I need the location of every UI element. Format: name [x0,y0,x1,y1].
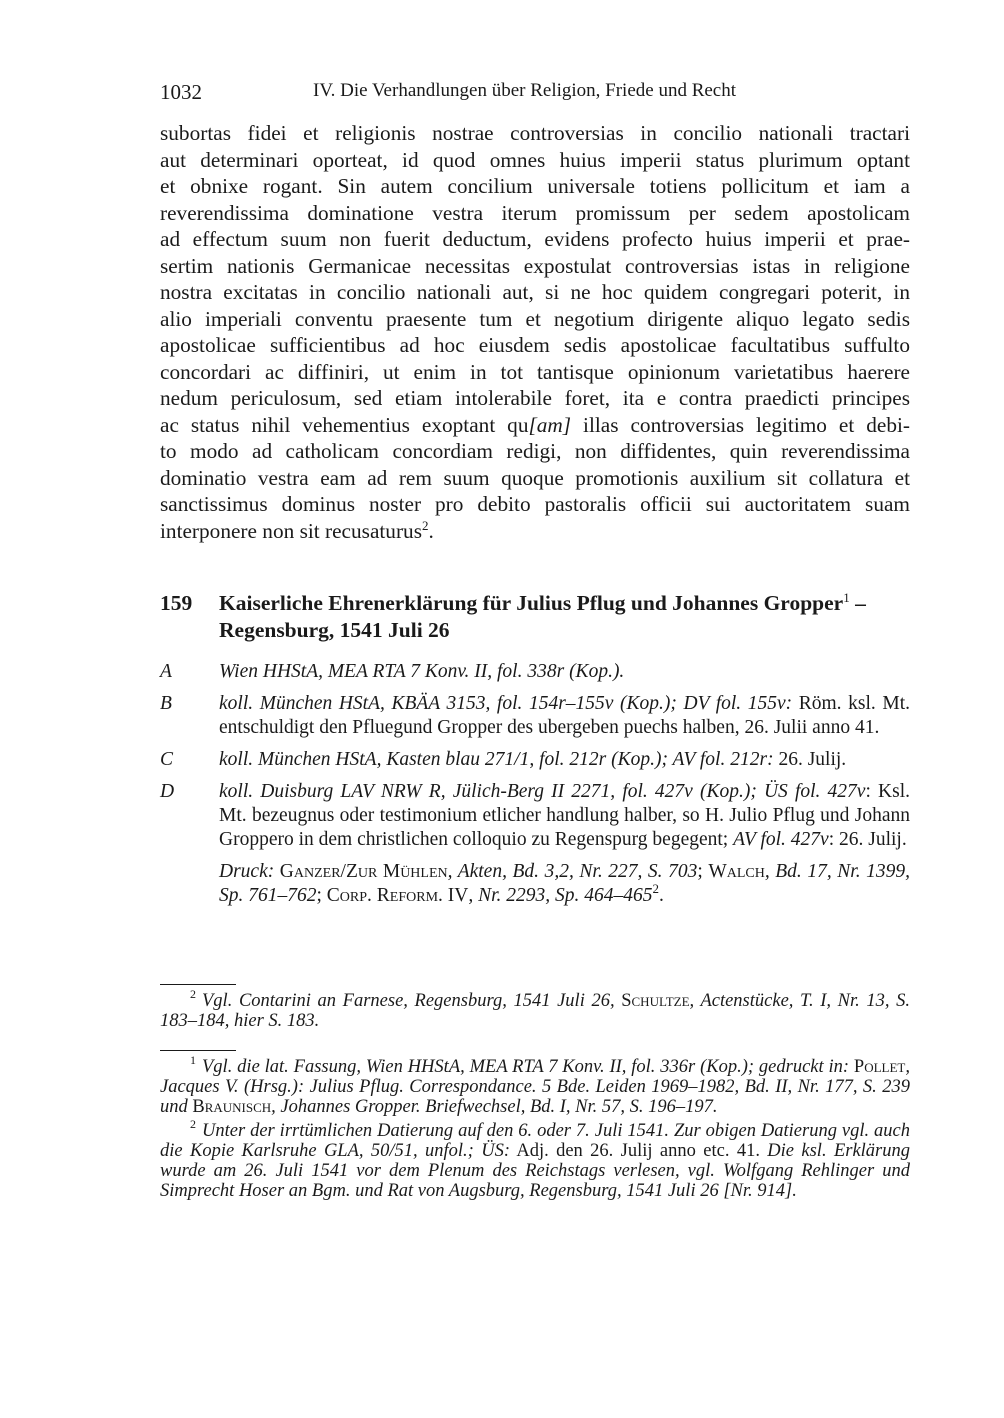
editorial-insertion: [am] [528,412,572,437]
title-dash: – [849,591,866,615]
text-line: apostolicae sufficientibus ad hoc eiusdem sedis apostolicae facultatibus suffulto [160,333,910,357]
footnote-text: Vgl. Contarini an Farnese, Regensburg, 1541 Juli 26, [202,991,622,1011]
text-segment: ac status nihil vehementius exoptant qu [160,412,529,437]
text-line: ad effectum suum non fuerit deductum, evidens profecto huius imperii et prae- [160,227,910,251]
reference: , Nr. 2293, Sp. 464–465 [468,885,653,906]
footnote-text: Unter der irrtümlichen Datierung auf den 6. oder 7. Juli 1541. Zur obigen Datierung vgl. auch die Kopie Karlsruhe GLA, 50/51, unfol.; ÜS: [160,1121,910,1161]
footnote [160,1117,910,1201]
print-references [219,860,910,908]
text-segment: illas controversias legitimo et debi- [571,412,910,437]
text-segment: interponere non sit recusaturus [160,518,422,543]
text-line: subortas fidei et religionis nostrae controversias in concilio nationali tractari [160,121,910,145]
source-archive: koll. München HStA, KBÄA 3153, fol. 154r–155v (Kop.); DV fol. 155v: [219,693,793,714]
footnote-text: Vgl. die lat. Fassung, Wien HHStA, MEA RTA 7 Konv. II, fol. 336r (Kop.); gedruckt in: [202,1057,854,1077]
footnote [160,1053,910,1117]
reference: IV [442,885,469,906]
footnote [160,987,910,1031]
source-quote: 26. Julij. [773,749,847,770]
source-description [219,692,910,740]
source-entry [160,692,910,740]
source-siglum: D [160,781,175,802]
source-entry [160,748,910,772]
footnote-number: 2 [190,1117,196,1131]
text-line: nostra excitatas in concilio nationali aut, si ne hoc quidem congregari poterit, in [160,280,910,304]
text-line: sertim nationis Germanicae necessitas expostulat controversias istas in religione [160,253,910,278]
text-line: to modo ad catholicam concordiam redigi, non diffidentes, quin reverendissima [160,439,910,463]
source-quote: : Ksl. Mt. bezeugnus oder testimonium etlicher handlung halber, so H. Julio Pflug und Johann Groppero in dem christlichen colloquio zu Regenspurg begegent; [219,781,910,850]
text-line: aut determinari oporteat, id quod omnes huius imperii status plurimum optant [160,147,910,172]
footnotes-previous-document [160,984,910,1035]
running-title: IV. Die Verhandlungen über Religion, Friede und Recht [313,80,737,101]
author-name: Ganzer/Zur Mühlen [279,861,448,882]
document-title [219,590,919,644]
running-head [160,80,910,106]
source-siglum: A [160,661,172,682]
body-text [160,120,910,544]
text-line: alio imperiali conventu praesente tum et negotium dirigente aliquo legato sedis [160,306,910,331]
reference: , Bd. 17, Nr. 1399, Sp. 761–762 [219,861,910,906]
source-quote: : 26. Julij. [828,829,907,850]
title-line: Regensburg, 1541 Juli 26 [219,618,450,642]
separator: ; [316,885,327,906]
author-name: Schultze [621,991,690,1011]
source-entry [160,780,910,852]
title-line: Kaiserliche Ehrenerklärung für Julius Pflug und Johannes Gropper [219,591,844,615]
source-archive: koll. Duisburg LAV NRW R, Jülich-Berg II 2271, fol. 427v (Kop.); ÜS fol. 427v [219,781,866,802]
footnote-ref[interactable]: 2 [652,881,660,896]
footnote-ref[interactable]: 1 [843,590,850,605]
footnote-quote: Adj. den 26. Julij anno etc. 41. [510,1141,760,1161]
footnote-text: , Jacques V. (Hrsg.): Julius Pflug. Correspondance. 5 Bde. Leiden 1969–1982, Bd. II, Nr. 177, S. 239 und [160,1057,910,1117]
text-line: sanctissimus dominus noster pro debito pastoralis officii sui auctoritatem suam [160,492,910,516]
source-siglum: C [160,749,174,770]
footnote-number: 2 [190,987,196,1001]
footnote-text: , Actenstücke, T. I, Nr. 13, S. 183–184, hier S. 183. [160,991,910,1031]
source-archive: koll. München HStA, Kasten blau 271/1, fol. 212r (Kop.); AV fol. 212r: [219,749,774,770]
source-list [160,660,910,908]
separator: . [659,885,664,906]
source-entry [160,660,910,684]
author-name: Walch [708,861,765,882]
source-description [219,780,910,852]
text-line: nedum periculosum, sed etiam intolerabile foret, ita e contra praedicti principes [160,386,910,410]
footnote-rule [160,1050,236,1051]
footnote-text: , Johannes Gropper. Briefwechsel, Bd. I, Nr. 57, S. 196–197. [271,1097,718,1117]
author-name: Pollet [853,1057,906,1077]
footnote-ref[interactable]: 2 [422,517,429,533]
druck-label: Druck: [219,861,275,882]
author-name: Braunisch [192,1097,272,1117]
text-line: et obnixe rogant. Sin autem concilium universale totiens pollicitum et iam a [160,174,910,198]
text-line: dominatio vestra eam ad rem suum quoque promotionis auxilium sit collatura et [160,465,910,490]
footnote-rule [160,984,236,985]
text-segment: . [428,518,434,543]
source-siglum: B [160,693,172,714]
text-line: concordari ac diffiniri, ut enim in tot tantisque opinionum varietatibus haerere [160,359,910,384]
footnote-number: 1 [190,1053,196,1067]
text-line [160,412,910,439]
document-number: 159 [160,591,193,615]
author-name: Corp. Reform. [326,885,443,906]
reference: , Akten, Bd. 3,2, Nr. 227, S. 703 [447,861,698,882]
source-archive: Wien HHStA, MEA RTA 7 Konv. II, fol. 338r (Kop.). [219,661,625,682]
text-line [160,518,910,545]
source-description [219,660,910,684]
page-number: 1032 [160,80,202,104]
separator: ; [697,861,709,882]
source-archive: AV fol. 427v [733,829,829,850]
footnotes-current-document [160,1050,910,1205]
source-quote: Röm. ksl. Mt. entschuldigt den Pfluegund Gropper des ubergeben puechs halben, 26. Julii anno 41. [219,693,910,738]
source-description [219,748,910,772]
text-line: reverendissima dominatione vestra iterum promissum per sedem apostolicam [160,200,910,225]
footnote-text: Die ksl. Erklärung wurde am 26. Juli 1541 vor dem Plenum des Reichstags verlesen, vgl. Wolfgang Rehlinger und Simprecht Hoser an Bgm. und Rat von Augsburg, Regensburg, 1541 Juli 26 [Nr. 914]. [160,1141,910,1201]
